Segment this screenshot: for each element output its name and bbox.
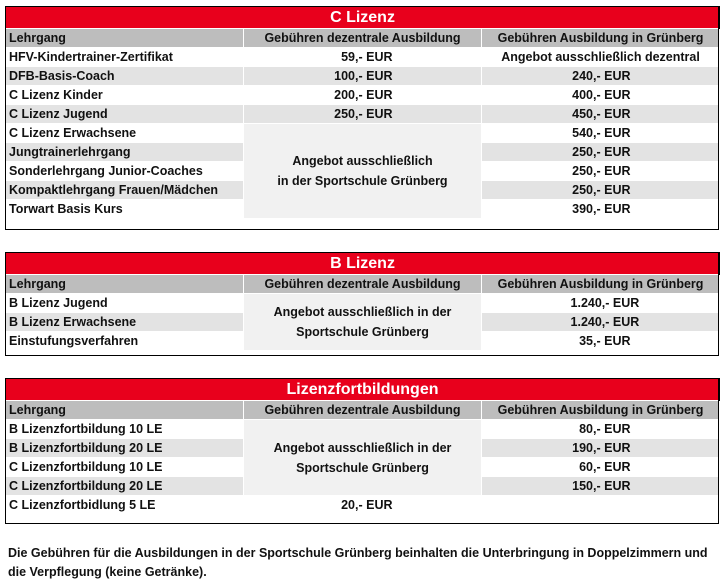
course-name: C Lizenz Jugend	[6, 105, 244, 124]
fee-gruenberg: 1.240,- EUR	[482, 294, 720, 313]
table-row	[6, 496, 720, 515]
course-name: C Lizenz Kinder	[6, 86, 244, 105]
fee-gruenberg: 390,- EUR	[482, 200, 720, 219]
course-name: C Lizenzfortbidlung 5 LE	[6, 496, 244, 515]
b-lizenz-title: B Lizenz	[6, 253, 720, 275]
course-name: HFV-Kindertrainer-Zertifikat	[6, 48, 244, 67]
fee-dezentral: 59,- EUR	[244, 48, 482, 67]
c-lizenz-title: C Lizenz	[6, 7, 720, 29]
header-dezentral: Gebühren dezentrale Ausbildung	[244, 29, 482, 48]
table-row	[6, 105, 720, 124]
fee-gruenberg: 400,- EUR	[482, 86, 720, 105]
table-header-row	[6, 29, 720, 48]
c-lizenz-table	[5, 6, 720, 219]
fee-gruenberg: 250,- EUR	[482, 143, 720, 162]
table-row	[6, 124, 720, 143]
header-lehrgang: Lehrgang	[6, 275, 244, 294]
course-name: DFB-Basis-Coach	[6, 67, 244, 86]
fee-gruenberg: 250,- EUR	[482, 181, 720, 200]
fee-gruenberg: 190,- EUR	[482, 439, 720, 458]
table-row	[6, 420, 720, 439]
fee-gruenberg: 250,- EUR	[482, 162, 720, 181]
fee-gruenberg: 80,- EUR	[482, 420, 720, 439]
b-lizenz-table	[5, 252, 720, 351]
course-name: Einstufungsverfahren	[6, 332, 244, 351]
fee-gruenberg: 450,- EUR	[482, 105, 720, 124]
merged-note: Angebot ausschließlich in der Sportschule Grünberg	[244, 124, 482, 219]
course-name: C Lizenzfortbildung 10 LE	[6, 458, 244, 477]
footnote: Die Gebühren für die Ausbildungen in der Sportschule Grünberg beinhalten die Unterbringung in Doppelzimmern und die Verpflegung (keine Getränke).	[8, 546, 708, 579]
course-name: B Lizenz Jugend	[6, 294, 244, 313]
header-lehrgang: Lehrgang	[6, 401, 244, 420]
fee-gruenberg: 35,- EUR	[482, 332, 720, 351]
fee-gruenberg: 60,- EUR	[482, 458, 720, 477]
fee-gruenberg: Angebot ausschließlich dezentral	[482, 48, 720, 67]
header-dezentral: Gebühren dezentrale Ausbildung	[244, 275, 482, 294]
course-name: B Lizenz Erwachsene	[6, 313, 244, 332]
table-row	[6, 67, 720, 86]
header-lehrgang: Lehrgang	[6, 29, 244, 48]
course-name: Jungtrainerlehrgang	[6, 143, 244, 162]
lizenzfortbildungen-title: Lizenzfortbildungen	[6, 379, 720, 401]
course-name: C Lizenzfortbildung 20 LE	[6, 477, 244, 496]
table-row	[6, 86, 720, 105]
header-gruenberg: Gebühren Ausbildung in Grünberg	[482, 401, 720, 420]
course-name: Kompaktlehrgang Frauen/Mädchen	[6, 181, 244, 200]
header-gruenberg: Gebühren Ausbildung in Grünberg	[482, 275, 720, 294]
header-dezentral: Gebühren dezentrale Ausbildung	[244, 401, 482, 420]
fee-gruenberg: 540,- EUR	[482, 124, 720, 143]
fee-gruenberg: 150,- EUR	[482, 477, 720, 496]
course-name: B Lizenzfortbildung 20 LE	[6, 439, 244, 458]
table-header-row	[6, 401, 720, 420]
course-name: C Lizenz Erwachsene	[6, 124, 244, 143]
table-header-row	[6, 275, 720, 294]
fee-dezentral: 200,- EUR	[244, 86, 482, 105]
course-name: B Lizenzfortbildung 10 LE	[6, 420, 244, 439]
table-row	[6, 48, 720, 67]
fee-gruenberg: 240,- EUR	[482, 67, 720, 86]
fee-gruenberg: 1.240,- EUR	[482, 313, 720, 332]
table-row	[6, 294, 720, 313]
fee-dezentral: 20,- EUR	[244, 496, 482, 515]
merged-note: Angebot ausschließlich in der Sportschule Grünberg	[244, 294, 482, 351]
course-name: Sonderlehrgang Junior-Coaches	[6, 162, 244, 181]
course-name: Torwart Basis Kurs	[6, 200, 244, 219]
fee-dezentral: 100,- EUR	[244, 67, 482, 86]
lizenzfortbildungen-table	[5, 378, 720, 515]
fee-dezentral: 250,- EUR	[244, 105, 482, 124]
header-gruenberg: Gebühren Ausbildung in Grünberg	[482, 29, 720, 48]
fee-gruenberg	[482, 496, 720, 515]
merged-note: Angebot ausschließlich in der Sportschule Grünberg	[244, 420, 482, 496]
